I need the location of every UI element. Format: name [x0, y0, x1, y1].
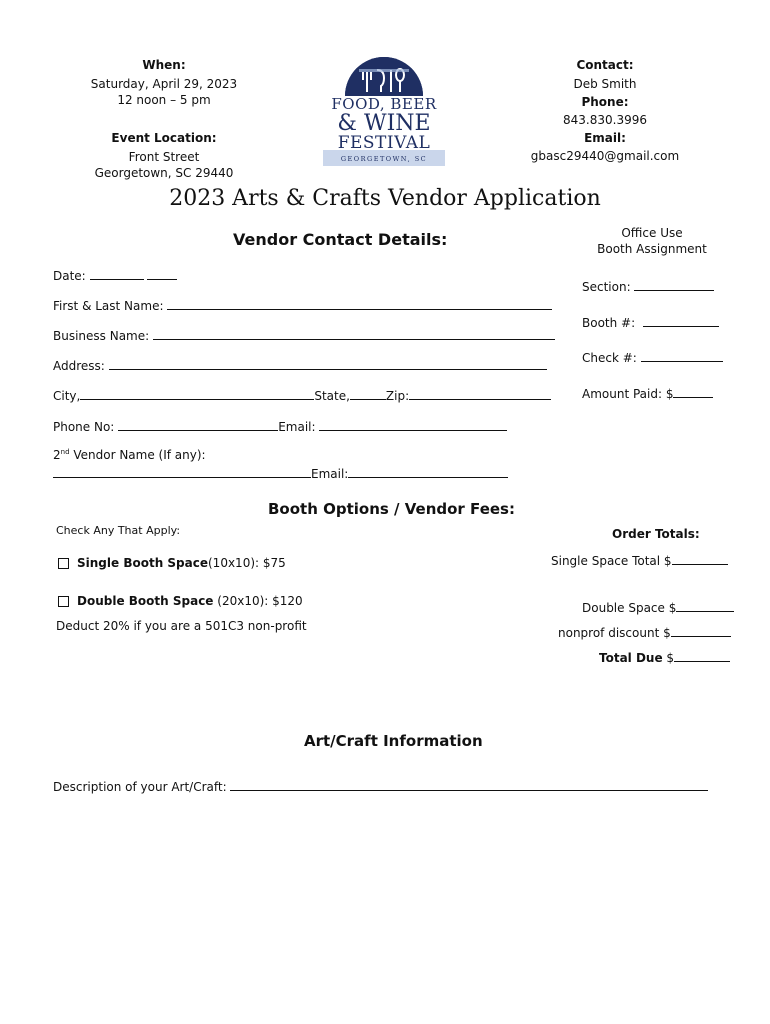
phone-no-label: Phone No:	[53, 420, 115, 434]
amount-row	[582, 385, 713, 401]
double-total-row	[582, 599, 734, 615]
second-vendor-label: Vendor Name (If any):	[69, 448, 206, 462]
vendor-contact-heading: Vendor Contact Details:	[233, 230, 448, 249]
zip-field[interactable]	[409, 387, 551, 400]
check-label: Check #:	[582, 351, 637, 365]
section-field[interactable]	[634, 278, 714, 291]
state-label: State,	[314, 389, 350, 403]
single-booth-checkbox[interactable]	[58, 558, 69, 569]
address-row	[53, 357, 547, 373]
office-use-block	[582, 226, 722, 256]
single-booth-bold: Single Booth Space	[77, 556, 208, 570]
double-total-field[interactable]	[676, 599, 734, 612]
business-field[interactable]	[153, 327, 555, 340]
phone-email-row	[53, 418, 507, 434]
discount-row	[558, 624, 731, 640]
logo-line1: FOOD, BEER	[331, 95, 437, 113]
second-vendor-sup: nd	[60, 448, 70, 456]
check-row	[582, 349, 723, 365]
event-time: 12 noon – 5 pm	[117, 93, 211, 107]
phone-label: Phone:	[581, 95, 629, 109]
name-field[interactable]	[167, 297, 552, 310]
location-line2: Georgetown, SC 29440	[94, 166, 234, 180]
double-booth-option[interactable]	[58, 594, 303, 608]
booth-number-row	[582, 314, 719, 330]
art-description-label: Description of your Art/Craft:	[53, 780, 227, 794]
logo-line4: GEORGETOWN, SC	[340, 155, 428, 163]
state-field[interactable]	[350, 387, 386, 400]
event-location-block	[84, 131, 244, 180]
email-label: Email:	[584, 131, 626, 145]
deduct-note: Deduct 20% if you are a 501C3 non-profit	[56, 619, 307, 633]
total-due-field[interactable]	[674, 649, 730, 662]
location-label: Event Location:	[111, 131, 217, 145]
order-totals-heading: Order Totals:	[612, 527, 700, 541]
contact-label: Contact:	[576, 58, 634, 72]
second-vendor-fields	[53, 465, 508, 481]
city-field[interactable]	[80, 387, 314, 400]
double-total-label: Double Space $	[582, 601, 677, 615]
logo-line2: & WINE	[337, 111, 431, 136]
art-description-field[interactable]	[230, 778, 708, 791]
booth-number-field[interactable]	[643, 314, 719, 327]
contact-name: Deb Smith	[573, 77, 637, 91]
double-booth-checkbox[interactable]	[58, 596, 69, 607]
page-title: 2023 Arts & Crafts Vendor Application	[169, 186, 601, 211]
date-row	[53, 267, 177, 283]
logo-line3: FESTIVAL	[337, 133, 431, 153]
city-label: City,	[53, 389, 81, 403]
city-row	[53, 387, 551, 403]
double-booth-rest: (20x10): $120	[213, 594, 303, 608]
section-label: Section:	[582, 280, 631, 294]
total-due-rest: $	[662, 651, 675, 665]
contact-block	[520, 58, 690, 163]
second-email-label: Email:	[311, 467, 349, 481]
single-booth-rest: (10x10): $75	[208, 556, 286, 570]
office-use-title: Office Use	[621, 226, 683, 240]
name-label: First & Last Name:	[53, 299, 164, 313]
business-row	[53, 327, 555, 343]
zip-label: Zip:	[385, 389, 410, 403]
name-row	[53, 297, 552, 313]
section-row	[582, 278, 714, 294]
amount-field[interactable]	[673, 385, 713, 398]
single-total-label: Single Space Total $	[551, 554, 672, 568]
date-field-year[interactable]	[147, 267, 177, 280]
address-label: Address:	[53, 359, 105, 373]
phone-value: 843.830.3996	[563, 113, 647, 127]
vendor-email-field[interactable]	[319, 418, 507, 431]
booth-options-heading: Booth Options / Vendor Fees:	[268, 500, 515, 518]
single-total-field[interactable]	[672, 552, 728, 565]
office-use-subtitle: Booth Assignment	[597, 242, 707, 256]
check-field[interactable]	[641, 349, 723, 362]
single-total-row	[551, 552, 728, 568]
amount-label: Amount Paid: $	[582, 387, 674, 401]
festival-logo	[321, 56, 447, 168]
email-value: gbasc29440@gmail.com	[530, 149, 680, 163]
total-due-row	[599, 649, 730, 665]
date-field-month[interactable]	[90, 267, 144, 280]
single-booth-option[interactable]	[58, 556, 286, 570]
date-label: Date:	[53, 269, 86, 283]
phone-field[interactable]	[118, 418, 278, 431]
discount-field[interactable]	[671, 624, 731, 637]
art-craft-heading: Art/Craft Information	[304, 732, 483, 750]
event-when-block	[84, 58, 244, 107]
check-any-label: Check Any That Apply:	[56, 524, 181, 537]
second-vendor-num: 2	[53, 448, 61, 462]
art-description-row	[53, 778, 708, 794]
business-label: Business Name:	[53, 329, 150, 343]
vendor-email-label: Email:	[278, 420, 316, 434]
total-due-bold: Total Due	[599, 651, 663, 665]
location-line1: Front Street	[128, 150, 200, 164]
second-email-field[interactable]	[348, 465, 508, 478]
address-field[interactable]	[109, 357, 547, 370]
discount-label: nonprof discount $	[558, 626, 671, 640]
booth-number-label: Booth #:	[582, 316, 636, 330]
event-date: Saturday, April 29, 2023	[90, 77, 238, 91]
double-booth-bold: Double Booth Space	[77, 594, 214, 608]
second-vendor-row	[53, 448, 206, 462]
when-label: When:	[142, 58, 186, 72]
second-vendor-name-field[interactable]	[53, 465, 311, 478]
